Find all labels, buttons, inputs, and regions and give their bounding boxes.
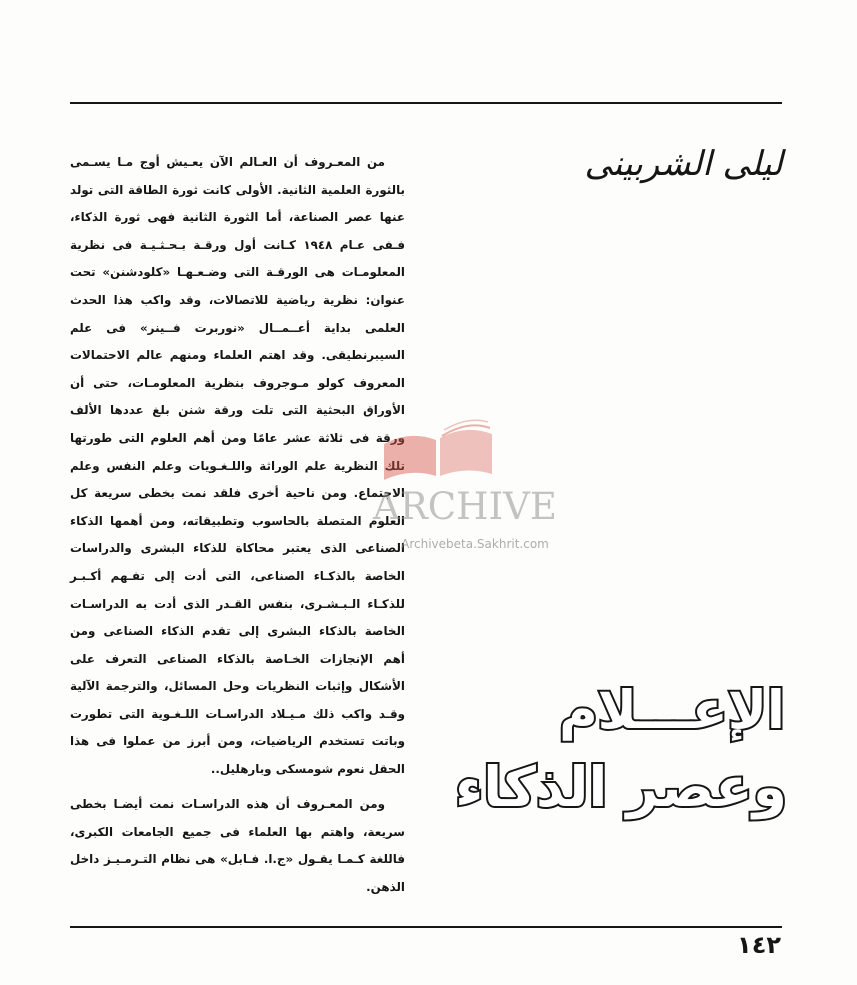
body-line: فـفى عـام ١٩٤٨ كـانت أول ورقـة بـحـثـيـة فى نظرية (70, 237, 406, 252)
body-line: الذهن. (366, 879, 405, 894)
body-line: ورقة فى ثلاثة عشر عامًا ومن أهم العلوم التى طورتها (70, 430, 405, 445)
paragraph-2 (70, 791, 405, 901)
body-line: تلك النظرية علم الوراثة واللـغـويات وعلم النفس وعلم (70, 458, 405, 473)
body-line: الصناعى الذى يعتبر محاكاة للذكاء البشرى والدراسات (70, 541, 405, 556)
watermark-site-text: Archivebeta.Sakhrit.com (401, 537, 549, 551)
body-line: الأوراق البحثية التى تلت ورقة شنن بلغ عددها الألف (70, 403, 405, 418)
body-line: سريعة، واهتم بها العلماء فى جميع الجامعات الكبرى، (70, 824, 405, 839)
body-line: أهم الإنجازات الخـاصة بالذكاء الصناعى التعرف على (70, 651, 405, 666)
body-line: الحقل نعوم شومسكى وبارهليل.. (210, 762, 405, 777)
body-line: الخاصة بالذكـاء الصناعى، التى أدت إلى تفـهم أكـبـر (70, 568, 405, 583)
body-line: الاجتماع. ومن ناحية أخرى فلقد نمت بخطى سريعة كل (70, 486, 405, 501)
body-line: للذكـاء الـبـشـرى، بنفس القـدر الذى أدت به الدراسـات (70, 596, 405, 611)
body-line: بالثورة العلمية الثانية. الأولى كانت ثورة الطاقة التى تولد (70, 182, 405, 197)
page-number: ١٤٢ (737, 931, 781, 959)
paragraph-1 (70, 149, 405, 784)
body-line: العلمى بداية أعــمــال «نوربرت فــينر» فى علم (70, 320, 405, 335)
bottom-rule (70, 926, 782, 928)
body-line: المعلومـات هى الورقـة التى وضـعـهـا «كلودشنن» تحت (70, 265, 405, 280)
body-line: من المعـروف أن العـالم الآن يعـيش أوج مـا يسـمى (70, 155, 385, 169)
watermark-logo-text: ARCHIVE (373, 485, 557, 528)
body-line: السيبرنطيقى. وقد اهتم العلماء ومنهم عالم الاحتمالات (70, 348, 405, 363)
article-title-line-2: وعصر الذكاء (455, 755, 787, 819)
body-line: فاللغة كـمـا يقـول «ج.ا. فـابل» هى نظام التـرمـيـز داخل (70, 852, 405, 867)
top-rule (70, 102, 782, 104)
body-line: العلوم المتصلة بالحاسوب وتطبيقاته، ومن أهمها الذكاء (70, 513, 405, 528)
body-line: المعروف كولو مـوجروف بنظرية المعلومـات، حتى أن (70, 375, 405, 390)
body-line: الخاصة بالذكاء البشرى إلى تقدم الذكاء الصناعى ومن (70, 624, 405, 639)
author-name: ليلى الشربينى (582, 144, 791, 184)
body-line: وباتت تستخدم الرياضيات، ومن أبرز من عملوا فى هذا (70, 734, 405, 749)
body-line: الأشكال وإثبات النظريات وحل المسائل، والترجمة الآلية (70, 679, 405, 694)
article-title-line-1: الإعـــلام (559, 680, 785, 741)
body-line: عنها عصر الصناعة، أما الثورة الثانية فهى ثورة الذكاء، (70, 210, 405, 225)
body-line: عنوان: نظرية رياضية للاتصالات، وقد واكب هذا الحدث (70, 292, 405, 307)
body-line: وقـد واكب ذلك مـيـلاد الدراسـات اللـغـوية التى تطورت (70, 706, 405, 721)
body-line: ومن المعـروف أن هذه الدراسـات نمت أيضـا بخطى (70, 797, 385, 811)
